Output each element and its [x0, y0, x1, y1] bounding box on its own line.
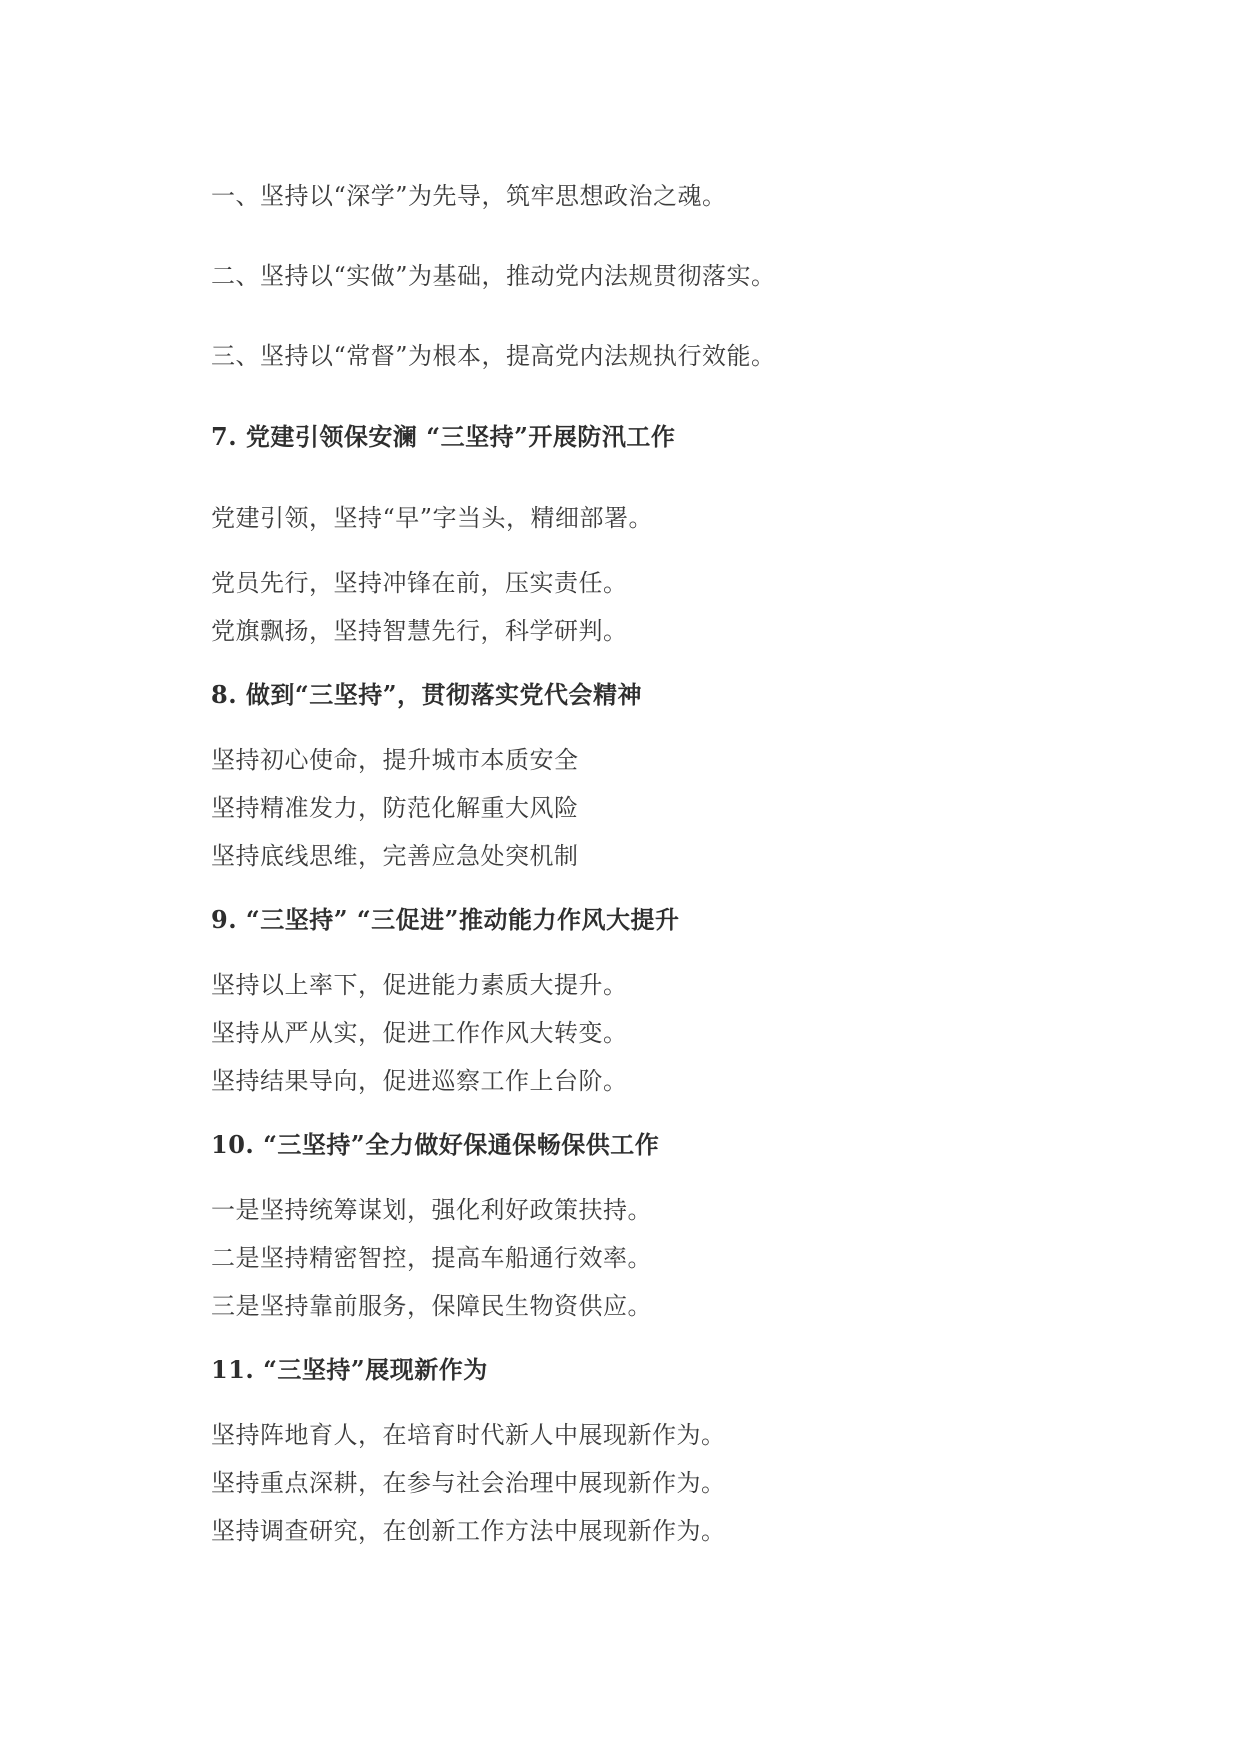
section-item: 三是坚持靠前服务，保障民生物资供应。 [211, 1292, 652, 1320]
section-item: 二是坚持精密智控，提高车船通行效率。 [211, 1244, 652, 1272]
section-item: 一是坚持统筹谋划，强化利好政策扶持。 [211, 1196, 652, 1224]
section-item: 坚持结果导向，促进巡察工作上台阶。 [211, 1067, 628, 1095]
section-item: 坚持调查研究，在创新工作方法中展现新作为。 [211, 1517, 726, 1545]
section-item: 党员先行，坚持冲锋在前，压实责任。 [211, 569, 628, 597]
intro-item: 二、坚持以“实做”为基础，推动党内法规贯彻落实。 [211, 262, 776, 290]
intro-item: 三、坚持以“常督”为根本，提高党内法规执行效能。 [211, 342, 776, 370]
section-item: 坚持阵地育人，在培育时代新人中展现新作为。 [211, 1421, 726, 1449]
section-item: 坚持初心使命，提升城市本质安全 [211, 746, 579, 774]
section-heading: 10. “三坚持”全力做好保通保畅保供工作 [211, 1130, 660, 1159]
section-heading: 9. “三坚持” “三促进”推动能力作风大提升 [211, 905, 680, 934]
section-item: 坚持底线思维，完善应急处突机制 [211, 842, 579, 870]
section-heading: 8. 做到“三坚持”，贯彻落实党代会精神 [211, 680, 643, 709]
section-heading: 7. 党建引领保安澜 “三坚持”开展防汛工作 [211, 422, 676, 451]
section-item: 坚持精准发力，防范化解重大风险 [211, 794, 579, 822]
section-item: 党建引领，坚持“早”字当头，精细部署。 [211, 504, 654, 532]
intro-item: 一、坚持以“深学”为先导，筑牢思想政治之魂。 [211, 182, 727, 210]
section-heading: 11. “三坚持”展现新作为 [211, 1355, 488, 1384]
section-item: 坚持从严从实，促进工作作风大转变。 [211, 1019, 628, 1047]
section-item: 坚持重点深耕，在参与社会治理中展现新作为。 [211, 1469, 726, 1497]
section-item: 坚持以上率下，促进能力素质大提升。 [211, 971, 628, 999]
section-item: 党旗飘扬，坚持智慧先行，科学研判。 [211, 617, 628, 645]
